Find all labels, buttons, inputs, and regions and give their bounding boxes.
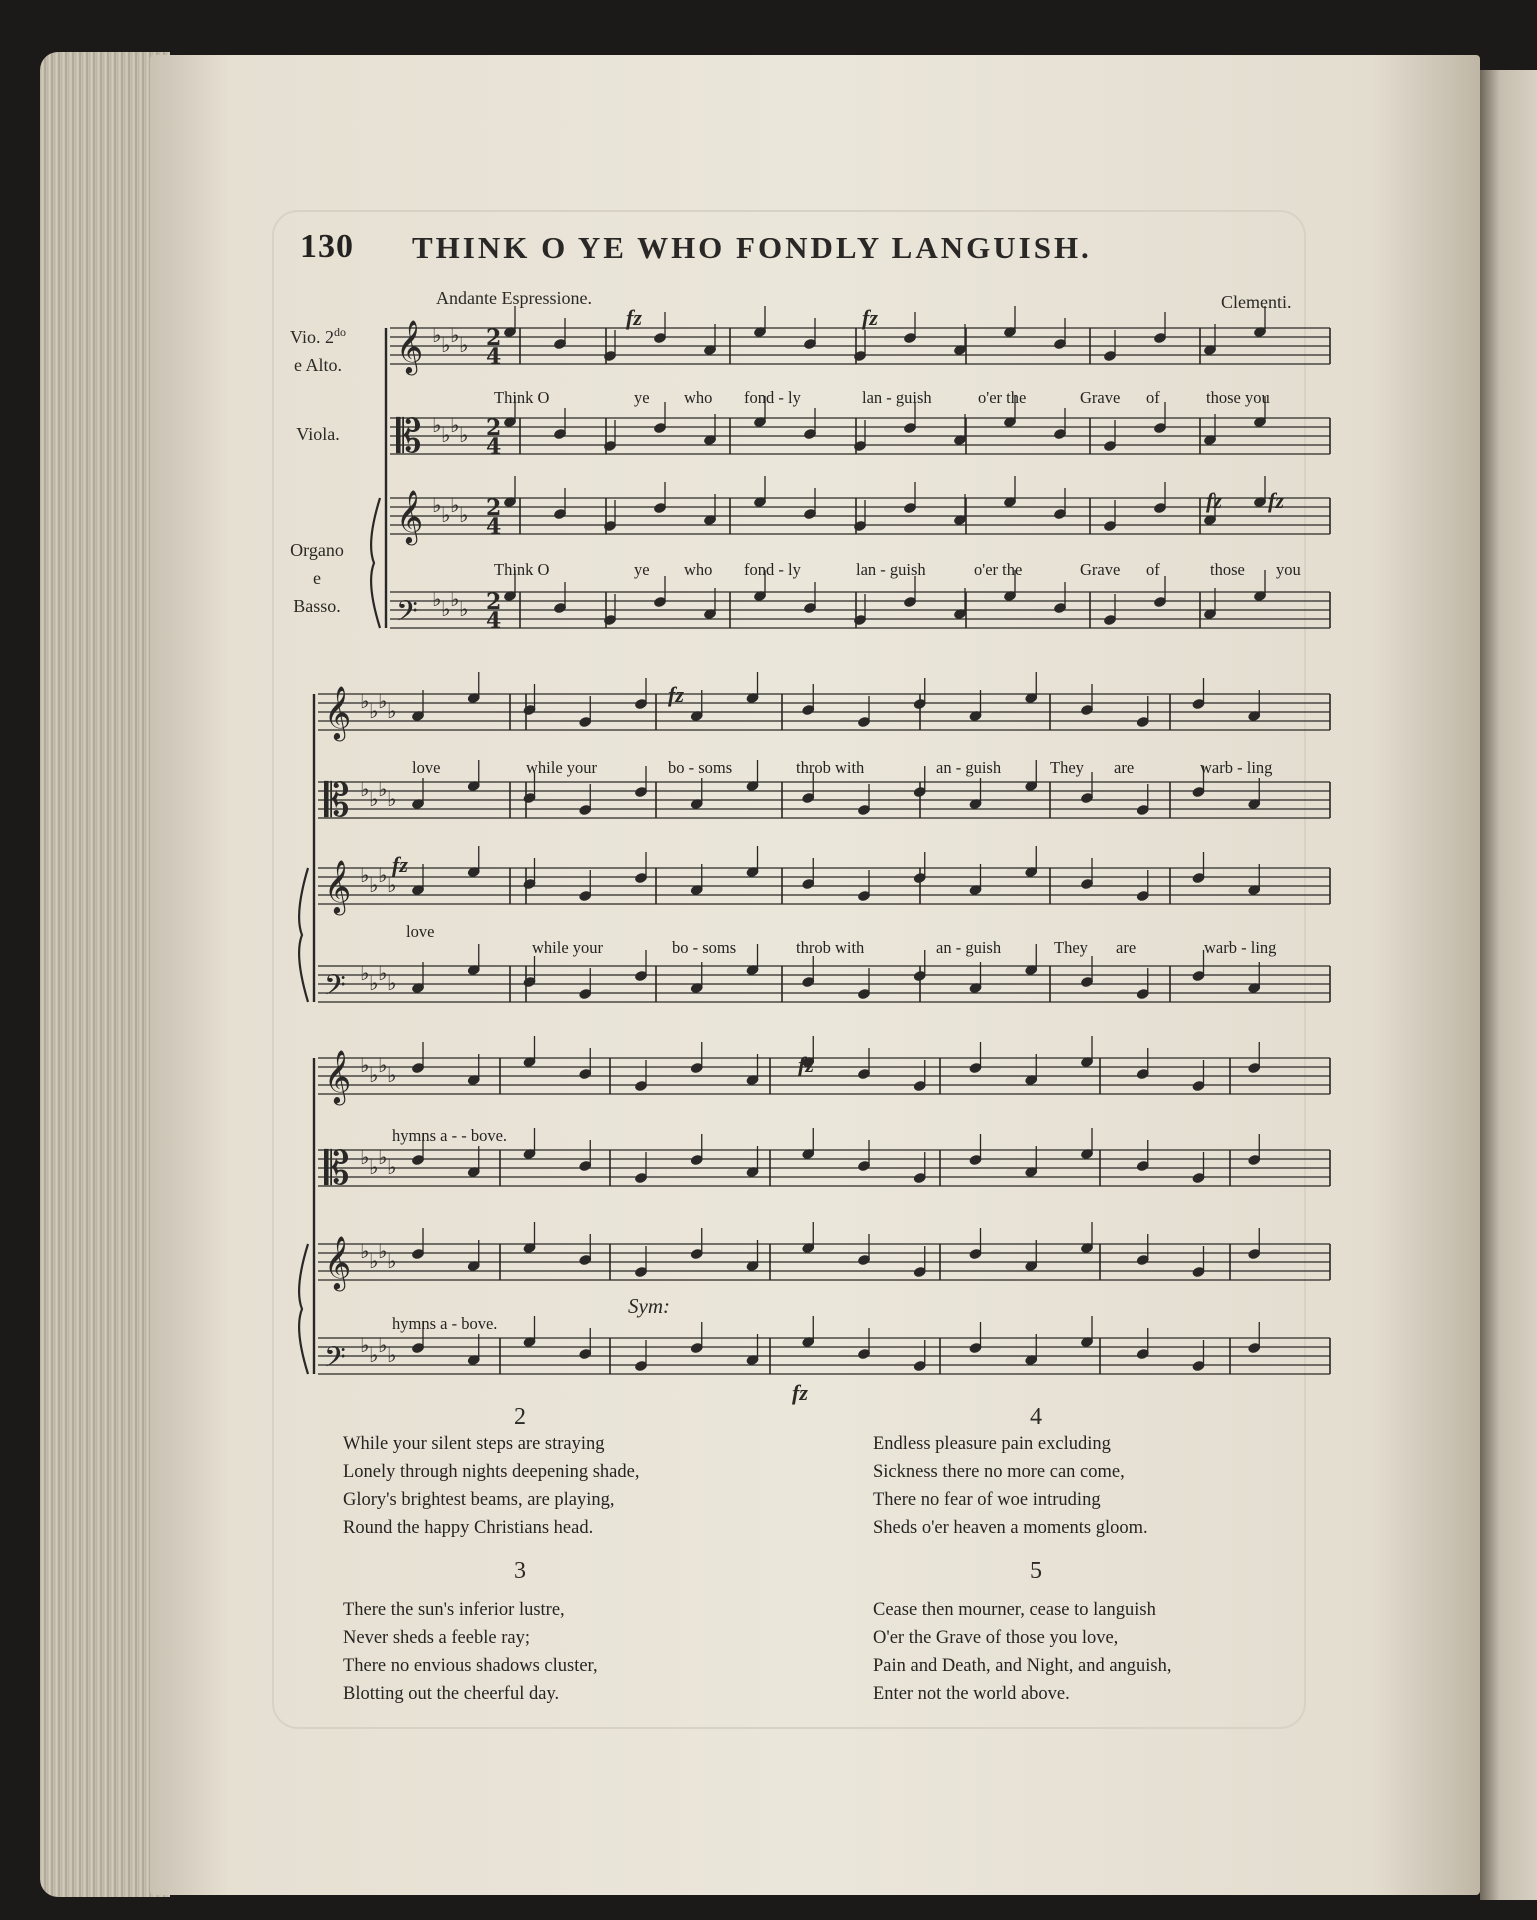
verse-line: Endless pleasure pain excluding <box>873 1434 1111 1454</box>
time-signature-bottom: 4 <box>486 434 502 460</box>
lyric-syllable: They <box>1050 758 1084 777</box>
treble-clef: 𝄞 <box>324 859 352 913</box>
flat-sign: ♭ <box>450 587 460 611</box>
lyric-syllable: you <box>1276 560 1301 579</box>
flat-sign: ♭ <box>369 1063 379 1087</box>
flat-sign: ♭ <box>360 777 370 801</box>
dynamic-fz: fz <box>798 1052 814 1077</box>
lyric-syllable: o'er the <box>974 560 1023 579</box>
treble-clef: 𝄡 <box>324 773 350 827</box>
flat-sign: ♭ <box>378 689 388 713</box>
flat-sign: ♭ <box>378 1053 388 1077</box>
lyric-syllable: throb with <box>796 758 865 777</box>
verse-line: Blotting out the cheerful day. <box>343 1684 560 1704</box>
treble-clef: 𝄞 <box>396 489 424 543</box>
song-title: THINK O YE WHO FONDLY LANGUISH. <box>412 230 1092 265</box>
lyric-syllable: Grave <box>1080 388 1121 407</box>
flat-sign: ♭ <box>387 699 397 723</box>
lyric-syllable: Think O <box>494 388 550 407</box>
flat-sign: ♭ <box>450 323 460 347</box>
flat-sign: ♭ <box>459 597 469 621</box>
lyric-syllable: are <box>1116 938 1137 957</box>
verse-line: Cease then mourner, cease to languish <box>873 1600 1156 1620</box>
flat-sign: ♭ <box>432 587 442 611</box>
verse-line: While your silent steps are straying <box>343 1434 605 1454</box>
flat-sign: ♭ <box>459 333 469 357</box>
lyric-syllable: those you <box>1206 388 1270 407</box>
part-label-organ-line2: e <box>313 568 321 588</box>
bass-clef: 𝄢 <box>324 969 346 1009</box>
lyric-syllable: warb - ling <box>1200 758 1273 777</box>
treble-clef: 𝄞 <box>396 319 424 373</box>
treble-clef: 𝄡 <box>396 409 422 463</box>
flat-sign: ♭ <box>441 597 451 621</box>
flat-sign: ♭ <box>360 1239 370 1263</box>
flat-sign: ♭ <box>378 1333 388 1357</box>
verse-block <box>343 1430 639 1542</box>
lyric-syllable: those <box>1210 560 1245 579</box>
part-label-viola: Viola. <box>296 424 340 444</box>
lyric-syllable: ye <box>634 560 650 579</box>
flat-sign: ♭ <box>378 777 388 801</box>
flat-sign: ♭ <box>378 1239 388 1263</box>
time-signature-bottom: 4 <box>486 608 502 634</box>
page-number: 130 <box>300 228 354 265</box>
flat-sign: ♭ <box>360 863 370 887</box>
lyric-syllable: who <box>684 560 713 579</box>
flat-sign: ♭ <box>432 493 442 517</box>
flat-sign: ♭ <box>387 1343 397 1367</box>
bass-clef: 𝄢 <box>324 1341 346 1381</box>
flat-sign: ♭ <box>387 787 397 811</box>
verse-block <box>343 1596 598 1708</box>
flat-sign: ♭ <box>387 1249 397 1273</box>
time-signature-bottom: 4 <box>486 514 502 540</box>
organ-brace <box>371 498 380 628</box>
flat-sign: ♭ <box>369 1155 379 1179</box>
lyric-syllable: o'er the <box>978 388 1027 407</box>
lyric-syllable: of <box>1146 560 1160 579</box>
lyric-syllable: bo - soms <box>668 758 733 777</box>
time-signature-top: 2 <box>486 495 502 521</box>
flat-sign: ♭ <box>360 1053 370 1077</box>
verse-line: Sickness there no more can come, <box>873 1462 1125 1482</box>
verse-line: Round the happy Christians head. <box>343 1518 594 1538</box>
flat-sign: ♭ <box>387 1155 397 1179</box>
lyric-syllable: They <box>1054 938 1088 957</box>
dynamic-fz: fz <box>862 305 878 330</box>
lyric-syllable: love <box>406 922 435 941</box>
flat-sign: ♭ <box>432 413 442 437</box>
verse-line: There the sun's inferior lustre, <box>343 1600 565 1620</box>
flat-sign: ♭ <box>369 1343 379 1367</box>
tempo-marking: Andante Espressione. <box>436 288 592 308</box>
flat-sign: ♭ <box>378 1145 388 1169</box>
flat-sign: ♭ <box>369 1249 379 1273</box>
symphony-label: Sym: <box>628 1294 670 1318</box>
lyric-syllable: an - guish <box>936 938 1002 957</box>
lyric-syllable: love <box>412 758 441 777</box>
organ-brace <box>299 868 308 1002</box>
verse-line: O'er the Grave of those you love, <box>873 1628 1119 1648</box>
lyric-syllable: ye <box>634 388 650 407</box>
lyric-syllable: throb with <box>796 938 865 957</box>
flat-sign: ♭ <box>450 493 460 517</box>
flat-sign: ♭ <box>450 413 460 437</box>
flat-sign: ♭ <box>387 873 397 897</box>
part-label-violin-line2: e Alto. <box>294 355 342 375</box>
flat-sign: ♭ <box>432 323 442 347</box>
verse-number: 4 <box>1030 1404 1042 1430</box>
verse-line: There no fear of woe intruding <box>873 1490 1101 1510</box>
flat-sign: ♭ <box>459 503 469 527</box>
lyric-syllable: are <box>1114 758 1135 777</box>
flat-sign: ♭ <box>369 699 379 723</box>
verse-line: Never sheds a feeble ray; <box>343 1628 530 1648</box>
dynamic-fz: fz <box>668 682 684 707</box>
time-signature-top: 2 <box>486 415 502 441</box>
lyric-syllable: fond - ly <box>744 560 801 579</box>
lyric-syllable: while your <box>526 758 598 777</box>
treble-clef: 𝄡 <box>324 1141 350 1195</box>
part-label-organ-line3: Basso. <box>293 596 341 616</box>
lyric-syllable: lan - guish <box>862 388 932 407</box>
flat-sign: ♭ <box>369 787 379 811</box>
verse-line: Glory's brightest beams, are playing, <box>343 1490 615 1510</box>
lyric-syllable: Grave <box>1080 560 1121 579</box>
verse-block <box>873 1430 1148 1542</box>
organ-brace <box>299 1244 308 1374</box>
lyric-syllable: warb - ling <box>1204 938 1277 957</box>
flat-sign: ♭ <box>360 1145 370 1169</box>
treble-clef: 𝄞 <box>324 1049 352 1103</box>
lyric-syllable: while your <box>532 938 604 957</box>
verse-line: Sheds o'er heaven a moments gloom. <box>873 1518 1148 1538</box>
composer-name: Clementi. <box>1221 292 1292 312</box>
dynamic-fz: fz <box>1268 488 1284 513</box>
flat-sign: ♭ <box>360 961 370 985</box>
flat-sign: ♭ <box>459 423 469 447</box>
flat-sign: ♭ <box>441 333 451 357</box>
flat-sign: ♭ <box>387 1063 397 1087</box>
part-label-organ-line1: Organo <box>290 540 344 560</box>
lyric-syllable: bo - soms <box>672 938 737 957</box>
dynamic-fz: fz <box>792 1380 808 1405</box>
dynamic-fz: fz <box>1206 488 1222 513</box>
part-label-violin-sup: do <box>333 325 346 339</box>
treble-clef: 𝄞 <box>324 1235 352 1289</box>
dynamic-fz: fz <box>392 852 408 877</box>
flat-sign: ♭ <box>378 961 388 985</box>
lyric-syllable: of <box>1146 388 1160 407</box>
lyric-syllable: who <box>684 388 713 407</box>
lyric-syllable: hymns a - bove. <box>392 1314 498 1333</box>
verse-line: Lonely through nights deepening shade, <box>343 1462 640 1482</box>
lyric-syllable: Think O <box>494 560 550 579</box>
flat-sign: ♭ <box>378 863 388 887</box>
lyric-syllable: hymns a - - bove. <box>392 1126 508 1145</box>
bass-clef: 𝄢 <box>396 595 418 635</box>
verse-block <box>873 1596 1172 1708</box>
flat-sign: ♭ <box>441 423 451 447</box>
part-label-violin-line1: Vio. 2 <box>290 327 334 347</box>
flat-sign: ♭ <box>441 503 451 527</box>
verse-number: 5 <box>1030 1558 1042 1584</box>
flat-sign: ♭ <box>387 971 397 995</box>
flat-sign: ♭ <box>369 971 379 995</box>
verse-line: Enter not the world above. <box>873 1684 1070 1704</box>
verse-line: Pain and Death, and Night, and anguish, <box>873 1656 1172 1676</box>
verse-number: 3 <box>514 1558 526 1584</box>
dynamic-fz: fz <box>626 305 642 330</box>
time-signature-top: 2 <box>486 325 502 351</box>
flat-sign: ♭ <box>360 689 370 713</box>
flat-sign: ♭ <box>360 1333 370 1357</box>
lyric-syllable: an - guish <box>936 758 1002 777</box>
lyric-syllable: lan - guish <box>856 560 926 579</box>
lyric-syllable: fond - ly <box>744 388 801 407</box>
time-signature-bottom: 4 <box>486 344 502 370</box>
time-signature-top: 2 <box>486 589 502 615</box>
treble-clef: 𝄞 <box>324 685 352 739</box>
flat-sign: ♭ <box>369 873 379 897</box>
verse-line: There no envious shadows cluster, <box>343 1656 598 1676</box>
verse-number: 2 <box>514 1404 526 1430</box>
